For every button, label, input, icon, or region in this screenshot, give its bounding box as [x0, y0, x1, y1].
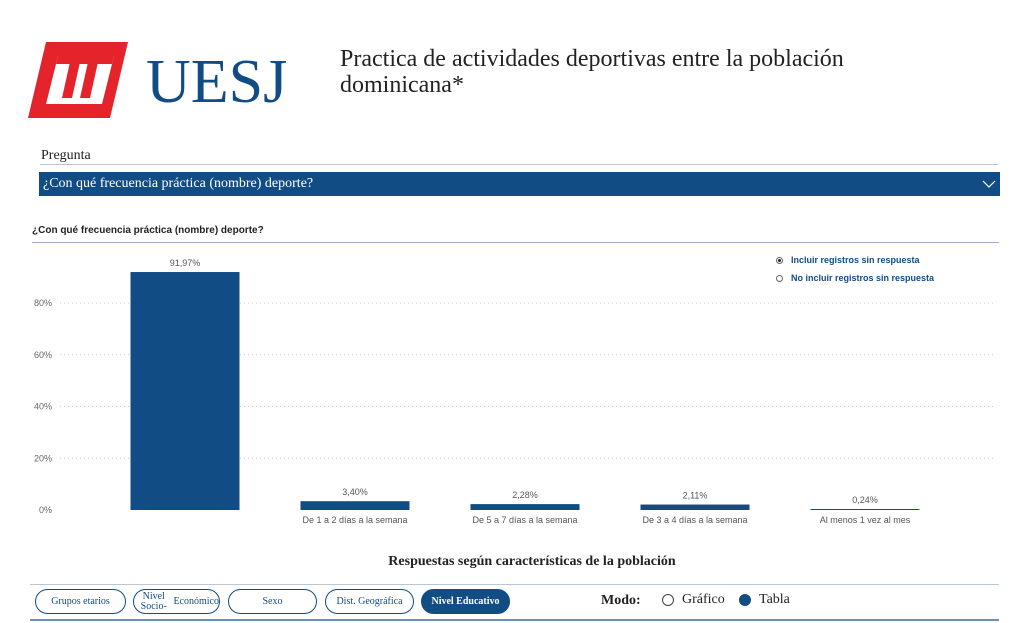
bar [301, 501, 410, 510]
pregunta-label: Pregunta [41, 148, 91, 163]
modo-label: Modo: [601, 593, 641, 608]
exclude-no-response-label: No incluir registros sin respuesta [791, 273, 935, 283]
radio-unselected-icon [776, 275, 783, 282]
y-tick-label: 60% [33, 349, 52, 360]
y-tick-label: 20% [33, 453, 52, 464]
sexo-button[interactable]: Sexo [228, 589, 317, 614]
x-tick-label: Al menos 1 vez al mes [819, 515, 911, 525]
y-tick-label: 80% [33, 298, 52, 308]
data-label: 0,24% [852, 495, 878, 505]
modo-tabla-label: Tabla [759, 592, 790, 607]
dist-geografica-button[interactable]: Dist. Geográfica [325, 589, 414, 614]
logo-wordmark: UESJ [146, 48, 288, 116]
radio-unselected-icon [662, 594, 674, 606]
radio-selected-icon [776, 257, 783, 264]
x-tick-label: De 5 a 7 días a la semana [472, 515, 578, 525]
respuesta-filter-group [776, 251, 934, 287]
exclude-no-response-option[interactable] [776, 269, 934, 287]
data-label: 3,40% [342, 487, 368, 498]
y-tick-label: 40% [33, 401, 52, 412]
data-label: 2,11% [682, 490, 708, 501]
respuestas-divider-bottom [30, 619, 999, 621]
include-no-response-label: Incluir registros sin respuesta [791, 255, 920, 265]
modo-grafico-label: Gráfico [682, 592, 725, 607]
bar [811, 509, 920, 510]
modo-grafico-option[interactable] [662, 592, 725, 608]
radio-selected-icon [739, 594, 751, 606]
y-tick-label: 0% [38, 505, 52, 515]
bar [641, 505, 750, 510]
x-tick-label: De 3 a 4 días a la semana [642, 515, 748, 525]
nivel-socio-economico-button[interactable]: Nivel Socio- Económico [133, 589, 220, 614]
data-label: 2,28% [512, 490, 538, 501]
respuestas-divider-top [30, 584, 999, 585]
modo-tabla-option[interactable] [739, 592, 790, 608]
page-title: Practica de actividades deportivas entre la población dominicana* [340, 46, 844, 98]
nivel-educativo-button[interactable]: Nivel Educativo [421, 589, 510, 614]
include-no-response-option[interactable] [776, 251, 934, 269]
bar [471, 504, 580, 510]
grupos-etarios-button[interactable]: Grupos etarios [35, 589, 126, 614]
data-label: 91,97% [169, 258, 201, 269]
chart-title: ¿Con qué frecuencia práctica (nombre) deporte? [32, 225, 264, 236]
pregunta-selected-value: ¿Con qué frecuencia práctica (nombre) deporte? [43, 176, 314, 191]
respuestas-title: Respuestas según características de la población [388, 554, 676, 569]
bar [131, 272, 240, 510]
x-tick-label: De 1 a 2 días a la semana [302, 515, 408, 525]
